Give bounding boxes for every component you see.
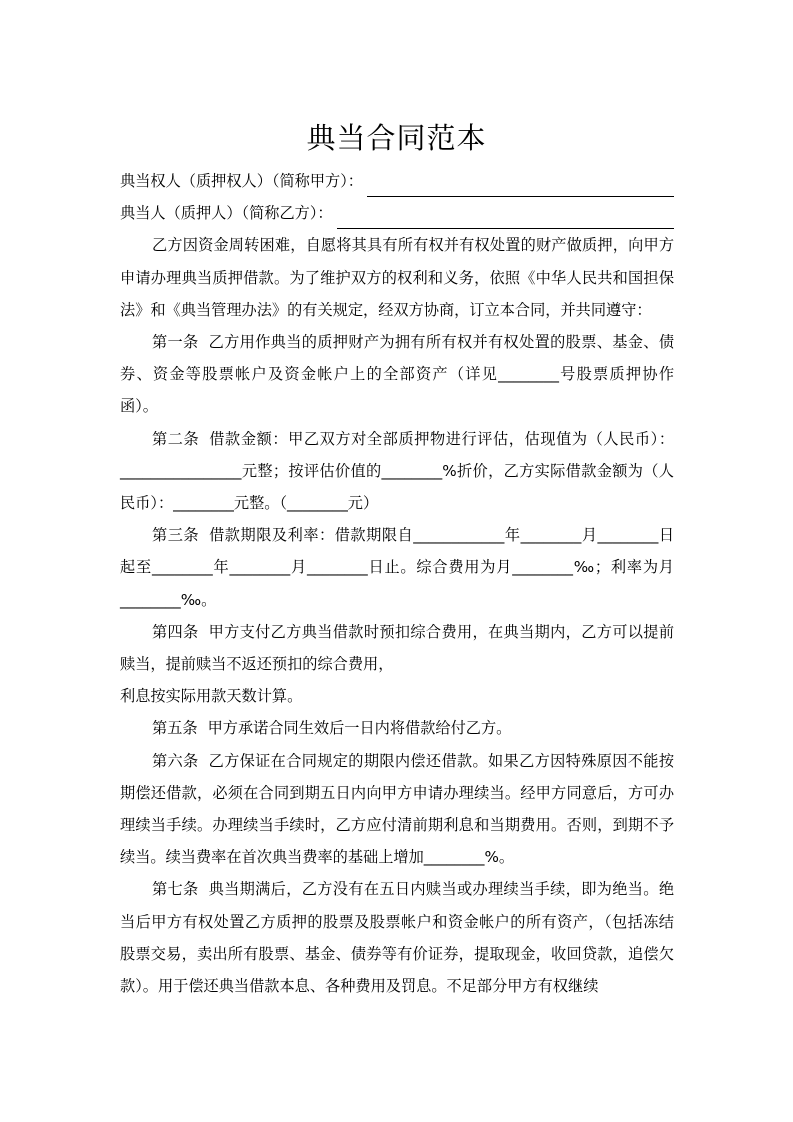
party-b-label: 典当人（质押人）（简称乙方）： (120, 204, 333, 223)
article-number: 第二条 (152, 429, 200, 448)
article-number: 第三条 (152, 526, 200, 545)
party-b-row (120, 197, 674, 229)
document-body (120, 165, 674, 1002)
preamble-paragraph: 乙方因资金周转困难，自愿将其具有所有权并有权处置的财产做质押，向甲方申请办理典当质押借款。为了维护双方的权利和义务，依照《中华人民共和国担保法》和《典当管理办法》的有关规定，经双方协商，订立本合同，并共同遵守： (120, 236, 674, 319)
article-number: 第六条 (152, 751, 199, 770)
party-a-blank-line (367, 174, 674, 197)
article-text: 典当期满后，乙方没有在五日内赎当或办理续当手续，即为绝当。绝当后甲方有权处置乙方质押的股票及股票帐户和资金帐户的所有资产，（包括冻结股票交易，卖出所有股票、基金、债券等有价证券，提取现金，收回贷款，追偿欠款）。用于偿还典当借款本息、各种费用及罚息。不足部分甲方有权继续 (120, 880, 675, 996)
article-text: 乙方用作典当的质押财产为拥有所有权并有权处置的股票、基金、债券、资金等股票帐户及资金帐户上的全部资产（详见________号股票质押协作函）。 (120, 332, 675, 416)
party-a-row (120, 165, 674, 197)
article-text: 甲方承诺合同生效后一日内将借款给付乙方。 (207, 719, 512, 738)
article-number: 第七条 (152, 880, 199, 899)
article-7 (120, 873, 674, 1002)
article-text: 借款金额：甲乙双方对全部质押物进行评估，估现值为（人民币）：________________元整；按评估价值的________%折价，乙方实际借款金额为（人民币）：________元整。（________元） (120, 429, 675, 512)
article-4-continuation: 利息按实际用款天数计算。 (120, 687, 303, 706)
article-4 (120, 616, 674, 680)
article-2 (120, 423, 674, 520)
article-text: 乙方保证在合同规定的期限内偿还借款。如果乙方因特殊原因不能按期偿还借款，必须在合同到期五日内向甲方申请办理续当。经甲方同意后，方可办理续当手续。办理续当手续时，乙方应付清前期利息和当期费用。否则，到期不予续当。续当费率在首次典当费率的基础上增加________%。 (120, 751, 675, 867)
article-number: 第一条 (152, 332, 199, 351)
article-text: 借款期限及利率：借款期限自____________年________月________日起至________年________月________日止。综合费用为月________‰；利率为月________‰。 (120, 526, 675, 609)
party-b-blank-line (337, 206, 674, 229)
article-number: 第四条 (152, 622, 199, 641)
article-3 (120, 519, 674, 616)
article-5 (120, 712, 674, 744)
article-text: 甲方支付乙方典当借款时预扣综合费用，在典当期内，乙方可以提前赎当，提前赎当不返还预扣的综合费用， (120, 622, 675, 674)
article-1 (120, 326, 674, 423)
party-a-label: 典当权人（质押权人）（简称甲方）： (120, 171, 363, 190)
page-title: 典当合同范本 (306, 121, 487, 156)
article-6 (120, 745, 674, 874)
article-number: 第五条 (152, 719, 198, 738)
